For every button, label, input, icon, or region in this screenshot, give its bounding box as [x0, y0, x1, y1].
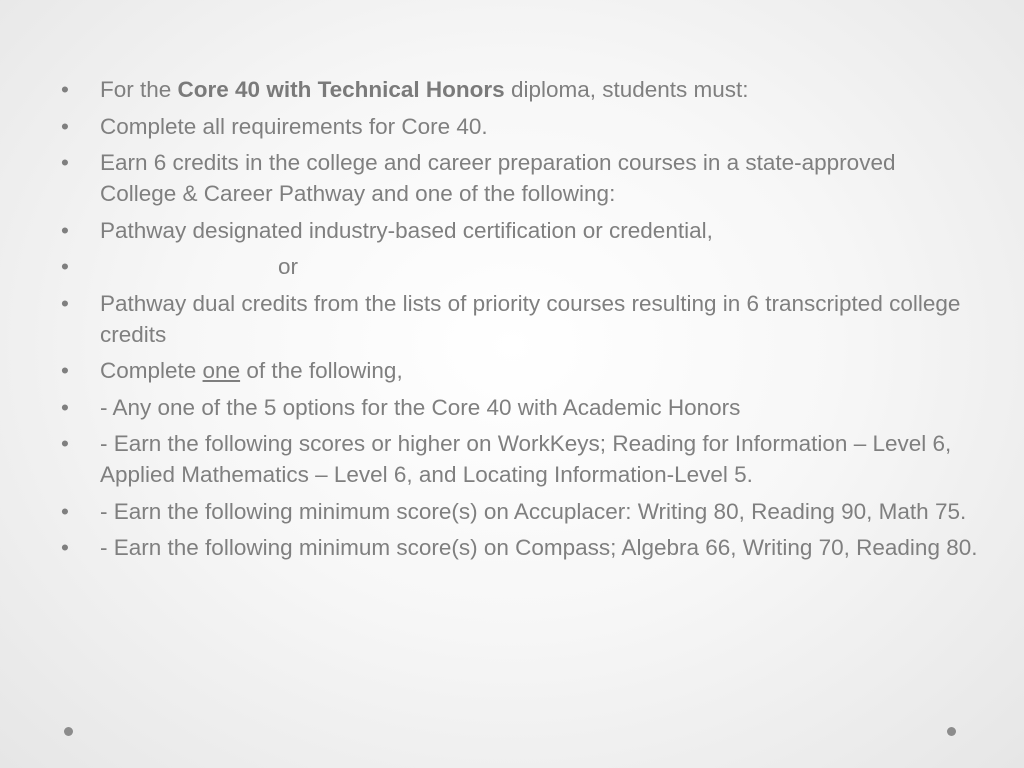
bullet-dot: • — [61, 254, 69, 279]
bullet-dot: • — [61, 150, 69, 175]
bullet-dot: • — [61, 358, 69, 383]
bullet-dot: • — [61, 394, 69, 420]
bullet-dot: • — [61, 498, 69, 524]
underlined-word: one — [202, 358, 241, 383]
bullet-item-workkeys — [58, 428, 978, 490]
bullet-text-pre: Complete — [100, 358, 203, 383]
bullet-text: - Earn the following scores or higher on WorkKeys; Reading for Information – Level 6, Applied Mathematics – Level 6, and Locating Information-Level 5. — [100, 431, 952, 487]
bullet-dot: • — [61, 113, 69, 139]
bullet-item-core40-requirements — [58, 111, 978, 142]
bullet-text: - Earn the following minimum score(s) on Accuplacer: Writing 80, Reading 90, Math 75. — [100, 498, 967, 524]
bullet-text-post: diploma, students must: — [504, 77, 749, 102]
decorative-dot-left — [64, 727, 73, 736]
bullet-list — [58, 74, 978, 569]
bullet-text: Complete all requirements for Core 40. — [100, 113, 488, 139]
bullet-item-diploma-intro — [58, 74, 978, 105]
bullet-text-pre: For the — [100, 77, 178, 102]
bullet-item-or — [58, 251, 978, 282]
bullet-item-dual-credits — [58, 288, 978, 350]
bullet-item-complete-one — [58, 355, 978, 386]
bullet-dot: • — [61, 431, 69, 456]
bullet-text: Pathway dual credits from the lists of priority courses resulting in 6 transcripted college credits — [100, 290, 961, 347]
bullet-dot: • — [61, 535, 69, 560]
bullet-item-certification — [58, 215, 978, 246]
bullet-text: Pathway designated industry-based certification or credential, — [100, 217, 713, 243]
bullet-text: - Earn the following minimum score(s) on Compass; Algebra 66, Writing 70, Reading 80. — [100, 535, 978, 560]
bullet-item-academic-honors-option — [58, 392, 978, 423]
bullet-text: Earn 6 credits in the college and career preparation courses in a state-approved College & Career Pathway and one of the following: — [100, 150, 896, 206]
bullet-dot: • — [61, 290, 69, 316]
bullet-item-compass — [58, 532, 978, 563]
diploma-name: Core 40 with Technical Honors — [177, 77, 505, 102]
bullet-item-accuplacer — [58, 496, 978, 527]
bullet-text-post: of the following, — [240, 358, 403, 383]
or-text: or — [278, 254, 299, 279]
bullet-dot: • — [61, 217, 69, 243]
bullet-item-earn-credits — [58, 147, 978, 209]
decorative-dot-right — [947, 727, 956, 736]
bullet-text: - Any one of the 5 options for the Core 40 with Academic Honors — [100, 394, 741, 420]
bullet-dot: • — [61, 77, 69, 102]
